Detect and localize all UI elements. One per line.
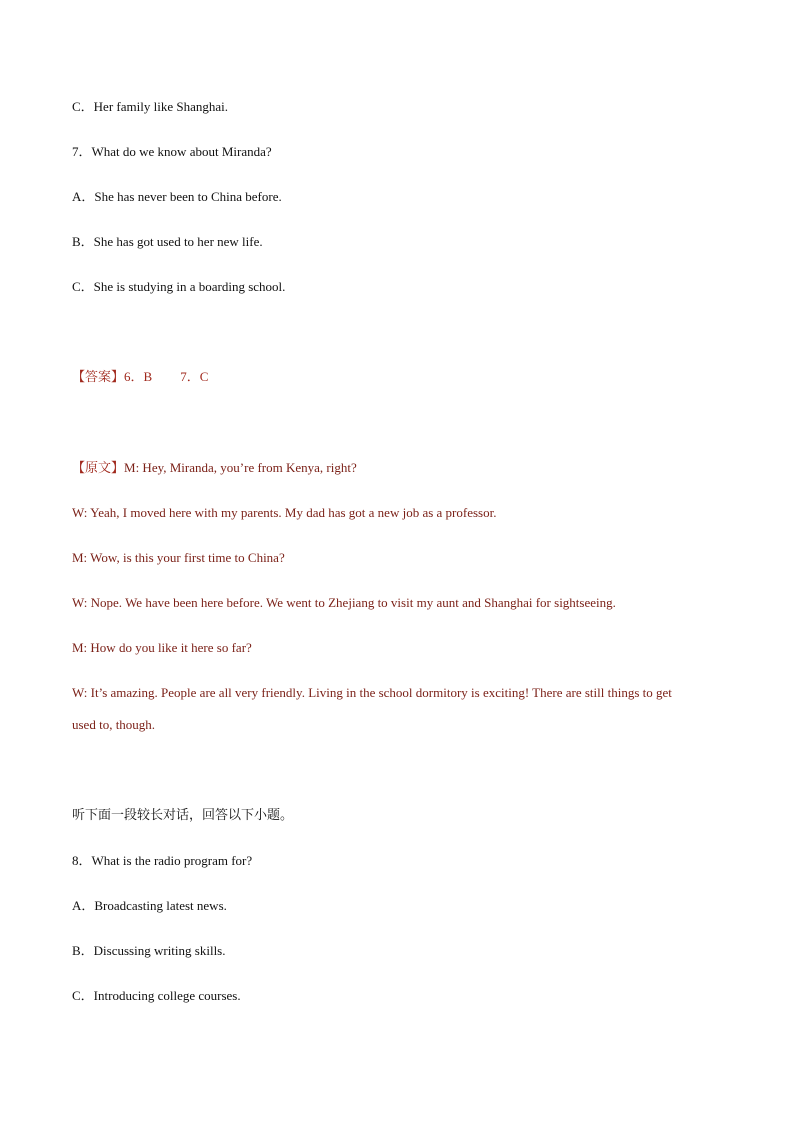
- transcript-line-2: W: Yeah, I moved here with my parents. My dad has got a new job as a professor.: [72, 505, 497, 520]
- transcript-line-3: M: Wow, is this your first time to China?: [72, 550, 285, 565]
- answer-q7: 7．C: [180, 369, 209, 384]
- transcript-text-1: M: Hey, Miranda, you’re from Kenya, right?: [124, 460, 357, 475]
- q8-option-c: C．Introducing college courses.: [72, 988, 241, 1003]
- answer-q6: 6．B: [124, 369, 153, 384]
- q8-option-a: A．Broadcasting latest news.: [72, 898, 227, 913]
- section-instruction: 听下面一段较长对话，回答以下小题。: [72, 808, 294, 823]
- transcript-line-6: W: It’s amazing. People are all very friendly. Living in the school dormitory is exciting! There are still things to get: [72, 685, 672, 700]
- q7-stem: 7．What do we know about Miranda?: [72, 144, 272, 159]
- answer-label: 【答案】: [72, 369, 125, 384]
- q8-option-b: B．Discussing writing skills.: [72, 943, 226, 958]
- transcript-line-4: W: Nope. We have been here before. We went to Zhejiang to visit my aunt and Shanghai for sightseeing.: [72, 595, 616, 610]
- q7-option-b: B．She has got used to her new life.: [72, 234, 263, 249]
- transcript-label: 【原文】: [72, 460, 125, 475]
- q8-stem: 8．What is the radio program for?: [72, 853, 253, 868]
- transcript-line-7: used to, though.: [72, 717, 156, 732]
- answer-line: [72, 368, 208, 386]
- q7-option-a: A．She has never been to China before.: [72, 189, 282, 204]
- transcript-line-1: [72, 459, 357, 477]
- q7-option-c: C．She is studying in a boarding school.: [72, 279, 286, 294]
- transcript-line-5: M: How do you like it here so far?: [72, 640, 252, 655]
- q6-option-c: C．Her family like Shanghai.: [72, 99, 228, 114]
